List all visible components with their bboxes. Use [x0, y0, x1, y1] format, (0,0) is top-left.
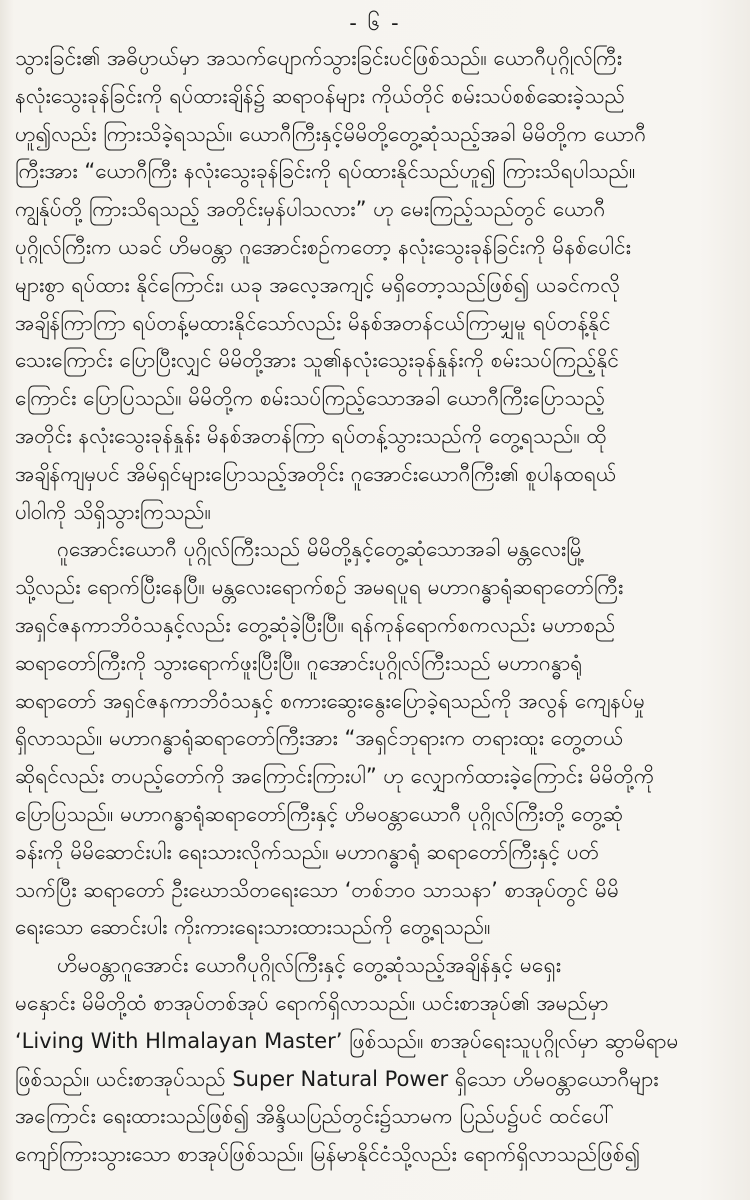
text-line: ကျော်ကြားသွားသော စာအုပ်ဖြစ်သည်။ မြန်မာနိုင်ငံသို့လည်း ရောက်ရှိလာသည်ဖြစ်၍ — [15, 1142, 641, 1167]
body-text — [15, 40, 727, 1174]
paragraph-start-line: ဂူအောင်းယောဂီ ပုဂ္ဂိုလ်ကြီးသည် မိမိတို့နှင့်တွေ့ဆုံသောအခါ မန္တလေးမြို့ — [57, 537, 585, 562]
text-line: နလုံးသွေးခုန်ခြင်းကို ရပ်ထားချိန်၌ ဆရာဝန်များ ကိုယ်တိုင် စမ်းသပ်စစ်ဆေးခဲ့သည် — [15, 83, 625, 108]
page-number: - ၆ - — [349, 11, 401, 36]
text-line: ကြီးအား “ယောဂီကြီး နလုံးသွေးခုန်ခြင်းကို ရပ်ထားနိုင်သည်ဟူ၍ ကြားသိရပါသည်။ — [15, 159, 636, 184]
text-line: ပြောပြသည်။ မဟာဂန္ဓာရုံဆရာတော်ကြီးနှင့် ဟိမဝန္တာယောဂီ ပုဂ္ဂိုလ်ကြီးတို့ တွေ့ဆုံ — [15, 801, 624, 826]
text-line: အချိန်ကြာကြာ ရပ်တန့်မထားနိုင်သော်လည်း မိနစ်အတန်ငယ်ကြာမျှမူ ရပ်တန့်နိုင် — [15, 310, 611, 335]
text-line: ဆိုရင်လည်း တပည့်တော်ကို အကြောင်းကြားပါ” ဟု လျှောက်ထားခဲ့ကြောင်း မိမိတို့ကို — [15, 764, 655, 789]
text-line: ဟူ၍လည်း ကြားသိခဲ့ရသည်။ ယောဂီကြီးနှင့်မိမိတို့တွေ့ဆုံသည့်အခါ မိမိတို့က ယောဂီ — [15, 121, 647, 146]
text-line: သွားခြင်း၏ အဓိပ္ပာယ်မှာ အသက်ပျောက်သွားခြင်းပင်ဖြစ်သည်။ ယောဂီပုဂ္ဂိုလ်ကြီး — [15, 46, 623, 70]
text-line: ‘Living With Hlmalayan Master’ ဖြစ်သည်။ စာအုပ်ရေးသူပုဂ္ဂိုလ်မှာ ဆွာမိရာမ — [15, 1028, 679, 1053]
text-line: အရှင်ဇနကာဘိဝံသနှင့်လည်း တွေ့ဆုံခဲ့ပြီးပြီ။ ရန်ကုန်ရောက်စကလည်း မဟာစည် — [15, 612, 616, 637]
text-line: အချိန်ကျမှပင် အိမ်ရှင်များပြောသည့်အတိုင်း ဂူအောင်းယောဂီကြီး၏ စူပါနထရယ် — [15, 461, 617, 486]
text-line: ခန်းကို မိမိဆောင်းပါး ရေးသားလိုက်သည်။ မဟာဂန္ဓာရုံ ဆရာတော်ကြီးနှင့် ပတ် — [15, 839, 600, 864]
text-line: မနှောင်း မိမိတို့ထံ စာအုပ်တစ်အုပ် ရောက်ရှိလာသည်။ ယင်းစာအုပ်၏ အမည်မှာ — [15, 990, 609, 1015]
text-line: ကြောင်း ပြောပြသည်။ မိမိတို့က စမ်းသပ်ကြည့်သောအခါ ယောဂီကြီးပြောသည့် — [15, 386, 606, 411]
text-line: အတိုင်း နလုံးသွေးခုန်နှုန်း မိနစ်အတန်ကြာ ရပ်တန့်သွားသည်ကို တွေ့ရသည်။ ထို — [15, 423, 607, 448]
text-line: ဆရာတော် အရှင်ဇနကာဘိဝံသနှင့် စကားဆွေးနွေးပြောခဲ့ရသည်ကို အလွန် ကျေနပ်မှု — [15, 688, 645, 713]
text-line: သေးကြောင်း ပြောပြီးလျှင် မိမိတို့အား သူ၏နလုံးသွေးခုန်နှုန်းကို စမ်းသပ်ကြည့်နိုင် — [15, 348, 620, 373]
text-line: ဆရာတော်ကြီးကို သွားရောက်ဖူးပြီးပြီ။ ဂူအောင်းပုဂ္ဂိုလ်ကြီးသည် မဟာဂန္ဓာရုံ — [15, 650, 583, 675]
text-line: ကျွန်ုပ်တို့ ကြားသိရသည့် အတိုင်းမှန်ပါသလား” ဟု မေးကြည့်သည်တွင် ယောဂီ — [15, 197, 606, 222]
text-line: သို့လည်း ရောက်ပြီးနေပြီ။ မန္တလေးရောက်စဉ် အမရပူရ မဟာဂန္ဓာရုံဆရာတော်ကြီး — [15, 575, 624, 600]
text-line: ပါဝါကို သိရှိသွားကြသည်။ — [15, 499, 211, 524]
paragraph-start-line: ဟိမဝန္တာဂူအောင်း ယောဂီပုဂ္ဂိုလ်ကြီးနှင့် တွေ့ဆုံသည့်အချိန်နှင့် မရှေး — [57, 953, 562, 978]
text-line: သက်ပြီး ဆရာတော် ဦးဃောသိတရေးသော ‘တစ်ဘဝ သာသနာ’ စာအုပ်တွင် မိမိ — [15, 877, 619, 902]
text-line: ရှိလာသည်။ မဟာဂန္ဓာရုံဆရာတော်ကြီးအား “အရှင်ဘုရားက တရားထူး တွေ့တယ် — [15, 726, 624, 751]
text-line: ရေးသော ဆောင်းပါး ကိုးကားရေးသားထားသည်ကို တွေ့ရသည်။ — [15, 915, 491, 940]
text-line: ပုဂ္ဂိုလ်ကြီးက ယခင် ဟိမဝန္တာ ဂူအောင်းစဉ်ကတော့ နလုံးသွေးခုန်ခြင်းကို မိနစ်ပေါင်း — [15, 234, 631, 259]
text-line: များစွာ ရပ်ထား နိုင်ကြောင်း၊ ယခု အလေ့အကျင့် မရှိတော့သည်ဖြစ်၍ ယခင်ကလို — [15, 272, 621, 297]
text-line: ဖြစ်သည်။ ယင်းစာအုပ်သည် Super Natural Power ရှိသော ဟိမဝန္တာယောဂီများ — [15, 1066, 659, 1091]
text-line: အကြောင်း ရေးထားသည်ဖြစ်၍ အိန္ဒိယပြည်တွင်း၌သာမက ပြည်ပ၌ပင် ထင်ပေါ် — [15, 1104, 614, 1129]
